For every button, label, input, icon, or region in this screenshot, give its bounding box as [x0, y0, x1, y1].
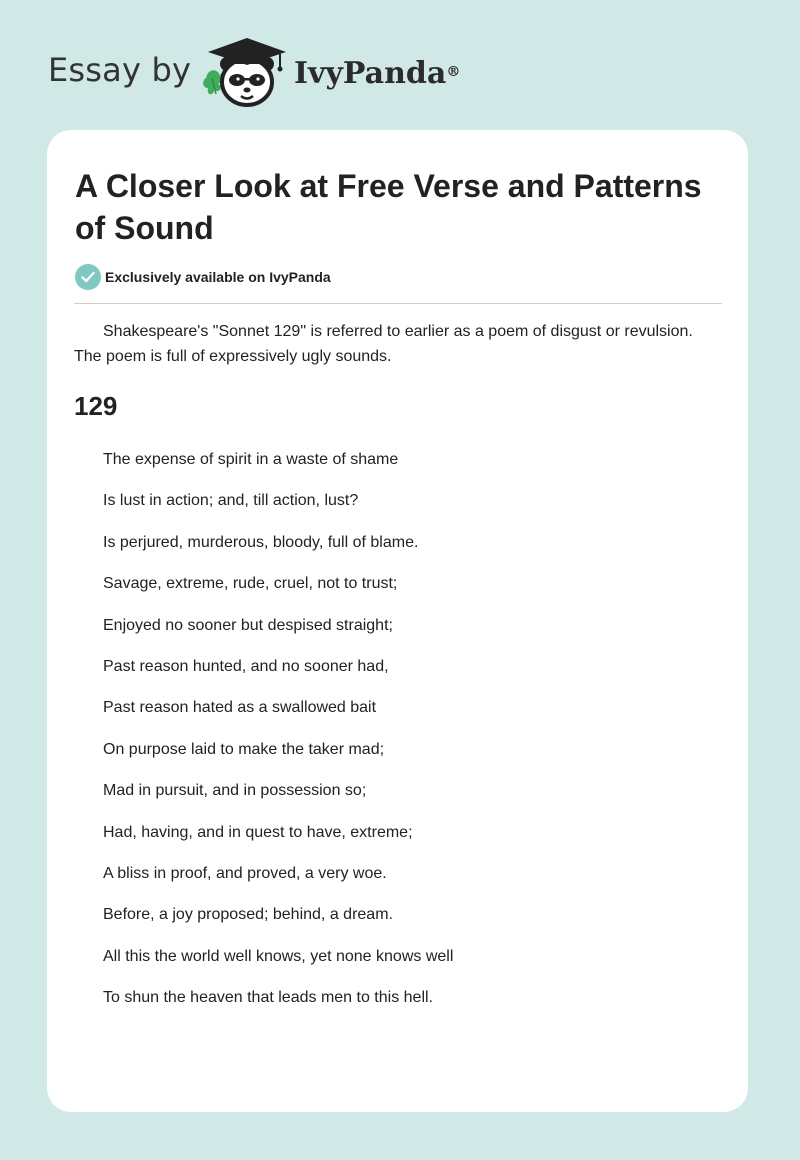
verse-line: Past reason hunted, and no sooner had,	[103, 657, 389, 675]
verse-line: Is lust in action; and, till action, lust?	[103, 492, 359, 510]
check-circle-icon	[75, 264, 101, 290]
site-header	[0, 0, 800, 120]
article-title: A Closer Look at Free Verse and Patterns of Sound	[75, 168, 702, 246]
ivypanda-logo-icon[interactable]	[200, 34, 292, 108]
verse-line: Mad in pursuit, and in possession so;	[103, 782, 367, 800]
essay-by-label: Essay by	[48, 51, 192, 89]
verse-line: On purpose laid to make the taker mad;	[103, 740, 385, 758]
verse-line: A bliss in proof, and proved, a very woe.	[103, 864, 387, 882]
intro-paragraph: Shakespeare's "Sonnet 129" is referred to earlier as a poem of disgust or revulsion. The poem is full of expressively ugly sounds.	[74, 323, 693, 365]
verse-line: Had, having, and in quest to have, extreme;	[103, 823, 413, 841]
verse-line: Is perjured, murderous, bloody, full of blame.	[103, 533, 419, 551]
checkmark-icon	[81, 271, 95, 283]
exclusive-badge	[75, 264, 331, 290]
verse-line: Past reason hated as a swallowed bait	[103, 699, 377, 717]
exclusive-label: Exclusively available on IvyPanda	[105, 269, 331, 285]
verse-line: To shun the heaven that leads men to this hell.	[103, 989, 433, 1007]
article-card	[47, 130, 748, 1112]
verse-line: Savage, extreme, rude, cruel, not to trust;	[103, 575, 398, 593]
section-heading: 129	[74, 391, 118, 421]
verse-line: The expense of spirit in a waste of shame	[103, 451, 399, 468]
panda-graduation-cap-icon	[200, 34, 292, 108]
verse-line: All this the world well knows, yet none knows well	[103, 947, 454, 965]
brand-name[interactable]: IvyPanda®	[294, 56, 461, 91]
verse-line: Before, a joy proposed; behind, a dream.	[103, 906, 393, 924]
title-divider	[74, 303, 722, 304]
registered-mark: ®	[446, 64, 461, 80]
verse-line: Enjoyed no sooner but despised straight;	[103, 616, 393, 634]
sonnet-verse	[103, 450, 703, 1029]
